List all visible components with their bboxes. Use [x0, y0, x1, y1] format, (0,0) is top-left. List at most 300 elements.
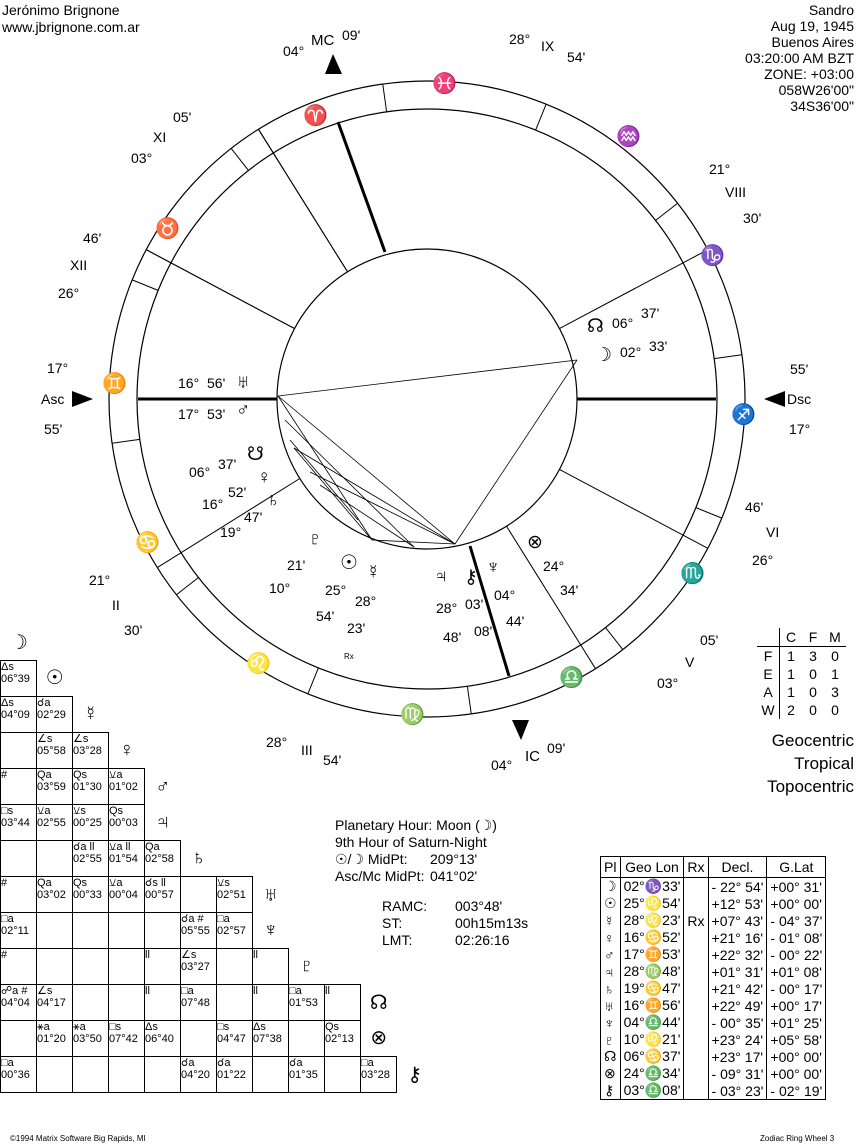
aspect-cell	[73, 1021, 109, 1057]
aspect-cell	[181, 949, 217, 985]
ramc-value: 003°48'	[455, 898, 503, 914]
element-cell: 0	[809, 684, 817, 700]
house-iii-number: III	[301, 742, 313, 758]
aspect-symbol: ☌a ll	[73, 841, 95, 853]
aspect-symbol: ll	[145, 985, 150, 997]
aspect-cell	[73, 877, 109, 913]
aspect-orb: 04°47	[217, 1033, 246, 1045]
uranus-degree: 16°	[178, 375, 200, 391]
aspect-orb: 03°59	[37, 781, 66, 793]
saturn-icon: ♄	[266, 490, 281, 511]
aspect-cell	[37, 697, 73, 733]
house-v-minute: 05'	[700, 632, 719, 648]
aspect-cell	[253, 1021, 289, 1057]
aspect-cell	[37, 1021, 73, 1057]
birth-place: Buenos Aires	[771, 34, 854, 50]
aspect-orb: 01°35	[289, 1069, 318, 1081]
south-node-minute: 37'	[218, 456, 237, 472]
aspect-cell	[73, 913, 109, 949]
aspect-cell	[37, 733, 73, 769]
website[interactable]: www.jbrignone.com.ar	[2, 19, 140, 35]
element-cell: E	[757, 665, 780, 683]
grid-planet-icon: ☉	[45, 667, 64, 690]
house-cusp-line	[559, 250, 707, 329]
house-xi-degree: 03°	[131, 150, 153, 166]
element-cell: 3	[809, 648, 817, 664]
element-cell: 0	[831, 702, 839, 718]
aspect-orb: 07°42	[109, 1033, 138, 1045]
planet-table-cell: 28°♍48'	[620, 963, 684, 980]
planet-table-cell	[684, 1048, 708, 1065]
planet-table-cell: +23° 24'	[708, 1031, 767, 1048]
mercury-minute: 23'	[347, 620, 366, 636]
aspect-symbol: □a	[181, 985, 194, 997]
aspect-cell	[217, 1021, 253, 1057]
aspect-cell	[1, 769, 37, 805]
aspect-cell	[1, 733, 37, 769]
aspect-cell	[181, 1057, 217, 1093]
grid-moon-icon: ☽	[10, 632, 28, 654]
aspect-cell	[37, 841, 73, 877]
aspect-cell	[37, 949, 73, 985]
birth-time: 03:20:00 AM BZT	[745, 50, 854, 66]
planet-table-cell: +12° 53'	[708, 895, 767, 912]
planet-table-cell: +00° 00'	[770, 1065, 822, 1082]
aspect-orb: 00°57	[145, 889, 174, 901]
chiron-icon: ⚷	[464, 567, 478, 588]
planet-table-cell	[684, 1065, 708, 1082]
aspect-orb: 00°33	[73, 889, 102, 901]
aspect-cell	[181, 1021, 217, 1057]
planet-table-header: Geo Lon	[620, 857, 684, 878]
planet-table-cell: +05° 58'	[770, 1031, 822, 1048]
aspect-symbol: ⚺a ll	[109, 841, 131, 853]
element-cell: 1	[787, 684, 795, 700]
neptune-icon: ♆	[486, 557, 501, 578]
aspect-symbol: Δs	[253, 1021, 266, 1033]
aspect-cell	[145, 841, 181, 877]
asc-mc-midpoint-label: Asc/Mc MidPt:	[335, 868, 425, 884]
mc-arrow	[325, 54, 342, 74]
planet-table-cell: ⚷	[601, 1082, 621, 1100]
grid-planet-icon: ♂	[155, 775, 171, 798]
aspect-symbol: ☌a	[181, 1057, 195, 1069]
aspect-orb: 00°25	[73, 817, 102, 829]
element-header: F	[802, 628, 824, 647]
aspect-symbol: ll	[325, 985, 330, 997]
dsc-minute: 55'	[790, 361, 809, 377]
aspect-symbol: Qa	[37, 877, 52, 889]
aspect-orb: 02°13	[325, 1033, 354, 1045]
mercury-retrograde: Rx	[344, 652, 354, 661]
venus-minute: 52'	[228, 484, 247, 500]
planet-table-cell: 06°♋37'	[620, 1048, 684, 1065]
aspect-symbol: #	[1, 877, 8, 889]
geocentric-label: Geocentric	[771, 731, 854, 750]
aspect-cell	[289, 1057, 325, 1093]
aspect-orb: 03°50	[73, 1033, 102, 1045]
aspect-symbol: ∠s	[181, 949, 197, 961]
mars-degree: 17°	[178, 406, 200, 422]
element-cell: 1	[787, 648, 795, 664]
aspect-orb: 01°30	[73, 781, 102, 793]
aspect-symbol: Δs	[1, 697, 14, 709]
aspect-cell	[145, 877, 181, 913]
uranus-icon: ♅	[236, 372, 251, 393]
aries-icon: ♈	[303, 105, 328, 127]
planet-table-header: Decl.	[708, 857, 767, 878]
aspect-symbol: Δs	[1, 661, 14, 673]
aspect-cell	[37, 985, 73, 1021]
element-modality-table	[757, 628, 846, 719]
aspect-orb: 03°28	[361, 1069, 390, 1081]
aspect-symbol: ∠s	[73, 733, 89, 745]
element-cell: 0	[831, 648, 839, 664]
aspect-orb: 03°02	[37, 889, 66, 901]
sign-boundary-line	[714, 355, 742, 359]
aspect-cell	[145, 985, 181, 1021]
house-ix-minute: 54'	[567, 49, 586, 65]
south-node-degree: 06°	[189, 464, 211, 480]
aspect-cell	[1, 949, 37, 985]
aspect-orb: 02°55	[73, 853, 102, 865]
house-vi-number: VI	[766, 524, 780, 540]
aspect-cell	[253, 1057, 289, 1093]
neptune-degree: 04°	[494, 587, 516, 603]
grid-planet-icon: ♀	[119, 739, 135, 762]
scorpio-icon: ♏	[680, 563, 705, 585]
planet-table-cell: - 09° 31'	[708, 1065, 767, 1082]
asc-mc-midpoint-value: 041°02'	[430, 868, 478, 884]
planet-table-cell: 03°♎08'	[620, 1082, 684, 1100]
aspect-symbol: #	[1, 949, 8, 961]
aspect-symbol: ⚹a	[73, 1021, 86, 1033]
aspect-symbol: ⚺a	[109, 769, 123, 781]
aspect-cell	[73, 949, 109, 985]
element-cell: 2	[787, 702, 795, 718]
saturn-degree: 19°	[220, 524, 242, 540]
element-cell: W	[757, 701, 780, 719]
mercury-degree: 28°	[355, 593, 377, 609]
topocentric-label: Topocentric	[767, 777, 854, 796]
pluto-minute: 10°	[269, 580, 291, 596]
sign-boundary-line	[467, 686, 471, 714]
aspect-orb: 03°44	[1, 817, 30, 829]
planet-table-cell: - 04° 37'	[770, 912, 823, 929]
planet-table-cell	[684, 929, 708, 946]
planet-table-cell: ♀	[601, 929, 621, 946]
house-xi-minute: 05'	[173, 109, 192, 125]
planet-table-cell: ♆	[601, 1014, 621, 1031]
lmt-label: LMT:	[382, 932, 413, 948]
planet-table-cell: ☿	[601, 912, 621, 929]
planet-table-cell: 04°♎44'	[620, 1014, 684, 1031]
dsc-label: Dsc	[787, 391, 812, 407]
aspect-cell	[109, 805, 145, 841]
aspect-orb: 06°39	[1, 673, 30, 685]
aspect-cell	[73, 805, 109, 841]
sign-boundary-line	[132, 280, 158, 290]
planet-table-cell: +00° 17'	[770, 997, 822, 1014]
aspect-cell	[325, 1021, 361, 1057]
aspect-orb: 00°04	[109, 889, 138, 901]
element-header: C	[780, 628, 803, 647]
ic-arrow	[512, 720, 529, 740]
aspect-orb: 07°38	[253, 1033, 282, 1045]
aspect-orb: 00°36	[1, 1069, 30, 1081]
leo-icon: ♌	[246, 653, 271, 675]
aspect-cell	[217, 985, 253, 1021]
planet-table-cell	[684, 997, 708, 1014]
element-header: M	[824, 628, 846, 647]
aspect-orb: 06°40	[145, 1033, 174, 1045]
ic-label: IC	[525, 748, 540, 765]
house-iii-degree: 28°	[266, 734, 288, 750]
aspect-symbol: Δs	[145, 1021, 158, 1033]
grid-planet-icon: ⚷	[407, 1063, 423, 1086]
aspect-cell	[253, 949, 289, 985]
dsc-arrow	[764, 391, 785, 407]
house-xii-minute: 46'	[83, 230, 102, 246]
sign-boundary-line	[383, 84, 387, 112]
aspect-orb: 00°03	[109, 817, 138, 829]
aspect-symbol: □s	[109, 1021, 122, 1033]
gemini-icon: ♊	[102, 373, 127, 395]
aspect-cell	[289, 985, 325, 1021]
aspect-cell	[181, 985, 217, 1021]
sun-moon-midpoint-label: ☉/☽ MidPt:	[335, 851, 408, 867]
ic-degree: 04°	[491, 757, 513, 773]
planet-table-cell: ♇	[601, 1031, 621, 1048]
aspect-symbol: □a	[289, 985, 302, 997]
element-cell: 1	[831, 666, 839, 682]
grid-planet-icon: ♅	[263, 883, 279, 906]
house-ii-minute: 30'	[124, 622, 143, 638]
house-cusp-line	[559, 469, 707, 548]
dsc-degree: 17°	[789, 421, 811, 437]
aspect-cell	[109, 1021, 145, 1057]
aspect-cell	[325, 985, 361, 1021]
mc-degree: 04°	[283, 43, 305, 59]
aspect-cell	[217, 913, 253, 949]
planet-table-cell: +01° 08'	[770, 963, 822, 980]
asc-degree: 17°	[47, 360, 69, 376]
pof-minute: 34'	[560, 582, 579, 598]
element-cell: 1	[787, 666, 795, 682]
aspect-cell	[1, 841, 37, 877]
planet-table-cell: +00° 00'	[770, 895, 822, 912]
aspect-orb: 01°20	[37, 1033, 66, 1045]
aspect-cell	[37, 1057, 73, 1093]
venus-icon: ♀	[257, 467, 272, 488]
aspect-cell	[1, 697, 37, 733]
house-cusp-line	[506, 526, 595, 668]
element-cell: 0	[809, 702, 817, 718]
capricorn-icon: ♑	[700, 245, 725, 267]
aspect-symbol: ☌a	[289, 1057, 303, 1069]
house-v-degree: 03°	[657, 675, 679, 691]
aspect-symbol: □s	[1, 805, 14, 817]
latitude: 34S36'00"	[790, 98, 854, 114]
sign-boundary-line	[112, 439, 140, 443]
aspect-cell	[145, 949, 181, 985]
jupiter-minute: 48'	[443, 629, 462, 645]
house-cusp-line	[146, 250, 294, 329]
sun-icon: ☉	[340, 552, 358, 574]
aspect-symbol: ll	[145, 949, 150, 961]
venus-degree: 16°	[202, 496, 224, 512]
aspect-cell	[73, 985, 109, 1021]
author: Jerónimo Brignone	[2, 2, 120, 18]
house-xii-number: XII	[70, 257, 88, 273]
virgo-icon: ♍	[400, 704, 425, 726]
aspect-symbol: ⚺s	[217, 877, 230, 889]
pluto-degree: 21'	[287, 557, 306, 573]
mercury-icon: ☿	[366, 562, 381, 583]
planet-table-cell: 17°♊53'	[620, 946, 684, 963]
aspect-cell	[73, 841, 109, 877]
mc-minute: 09'	[342, 27, 361, 43]
mc-label: MC	[311, 32, 335, 49]
sign-boundary-line	[536, 104, 546, 130]
planet-table-cell: ♂	[601, 946, 621, 963]
planet-table-cell: +22° 32'	[708, 946, 767, 963]
aspect-orb: 05°55	[181, 925, 210, 937]
house-xi-number: XI	[153, 129, 167, 145]
node-icon: ☊	[587, 316, 604, 337]
planet-table-cell: - 00° 35'	[708, 1014, 767, 1031]
aspect-symbol: ⚹a	[37, 1021, 50, 1033]
aspect-symbol: ⚺a	[109, 877, 123, 889]
planet-table-header: Pl	[601, 857, 621, 878]
footer-copyright: ©1994 Matrix Software Big Rapids, MI	[10, 1134, 146, 1143]
aspect-orb: 01°54	[109, 853, 138, 865]
planet-table-cell: - 22° 54'	[708, 878, 767, 896]
grid-planet-icon: ♇	[299, 955, 315, 978]
grid-planet-icon: ♆	[263, 919, 279, 942]
house-viii-minute: 30'	[743, 210, 762, 226]
sign-boundary-line	[231, 148, 248, 170]
aspect-symbol: Qa	[37, 769, 52, 781]
aspect-symbol: ☌a	[37, 697, 51, 709]
time-zone: ZONE: +03:00	[764, 66, 854, 82]
grid-planet-icon: ♄	[191, 847, 207, 870]
chiron-degree: 03'	[465, 596, 484, 612]
aspect-orb: 02°55	[37, 817, 66, 829]
libra-icon: ♎	[559, 667, 584, 689]
jupiter-icon: ♃	[434, 566, 449, 587]
grid-planet-icon: ☊	[369, 991, 388, 1014]
mars-minute: 53'	[207, 406, 226, 422]
longitude: 058W26'00"	[778, 82, 854, 98]
planet-table-cell	[684, 1031, 708, 1048]
taurus-icon: ♉	[155, 218, 180, 240]
aquarius-icon: ♒	[616, 126, 641, 148]
tropical-label: Tropical	[794, 754, 854, 773]
aspect-cell	[109, 877, 145, 913]
aspect-symbol: #	[1, 769, 8, 781]
aspect-cell	[289, 1021, 325, 1057]
aspect-orb: 01°22	[217, 1069, 246, 1081]
sun-degree: 25°	[325, 582, 347, 598]
grid-planet-icon: ♃	[155, 811, 171, 834]
aspect-cell	[109, 949, 145, 985]
ramc-label: RAMC:	[382, 898, 428, 914]
aspect-symbol: Qs	[325, 1021, 340, 1033]
aspect-symbol: Qs	[73, 769, 88, 781]
aspect-cell	[73, 769, 109, 805]
planet-table-cell: ⊗	[601, 1065, 621, 1082]
aspect-orb: 01°53	[289, 997, 318, 1009]
house-ix-number: IX	[541, 38, 555, 54]
aspect-orb: 04°04	[1, 997, 30, 1009]
aspect-orb: 02°11	[1, 925, 30, 937]
house-vi-minute: 46'	[745, 499, 764, 515]
aspect-symbol: □a	[361, 1057, 374, 1069]
aspect-cell	[253, 985, 289, 1021]
ic-minute: 09'	[547, 740, 566, 756]
aspect-cell	[1, 1057, 37, 1093]
part-of-fortune-icon: ⊗	[527, 532, 543, 553]
aspect-symbol: ☍a #	[1, 985, 28, 997]
aspect-orb: 04°17	[37, 997, 66, 1009]
ninth-hour: 9th Hour of Saturn-Night	[335, 834, 487, 850]
grid-planet-icon: ☿	[83, 703, 99, 726]
house-cusp-line	[258, 129, 347, 271]
aspect-cell	[1, 1021, 37, 1057]
node-degree: 06°	[612, 315, 634, 331]
planet-table-cell: 16°♊56'	[620, 997, 684, 1014]
aspect-symbol: ⚺s	[73, 805, 86, 817]
aspect-symbol: □s	[217, 1021, 230, 1033]
planet-table-cell: ♄	[601, 980, 621, 997]
node-minute: 37'	[641, 305, 660, 321]
aspect-cell	[217, 1057, 253, 1093]
planet-table-cell	[684, 980, 708, 997]
chiron-minute: 08'	[474, 623, 493, 639]
aspect-cell	[73, 733, 109, 769]
footer-wheel-name: Zodiac Ring Wheel 3	[760, 1134, 835, 1143]
aspect-symbol: ∠s	[37, 985, 53, 997]
aspect-cell	[145, 1057, 181, 1093]
planet-table-cell: ♅	[601, 997, 621, 1014]
planet-table-cell: +07° 43'	[708, 912, 767, 929]
planet-table-cell	[684, 1082, 708, 1100]
aspect-symbol: ⚺a	[37, 805, 51, 817]
planet-table-cell: ☊	[601, 1048, 621, 1065]
aspect-orb: 02°51	[217, 889, 246, 901]
aspect-orb: 07°48	[181, 997, 210, 1009]
st-label: ST:	[382, 915, 403, 931]
aspect-orb: 04°20	[181, 1069, 210, 1081]
planet-table-cell	[684, 1014, 708, 1031]
aspect-cell	[109, 985, 145, 1021]
aspect-cell	[1, 661, 37, 697]
aspect-symbol: ☌a	[217, 1057, 231, 1069]
pof-degree: 24°	[543, 558, 565, 574]
planet-table-cell	[684, 878, 708, 896]
birth-date: Aug 19, 1945	[770, 18, 854, 34]
aspect-cell	[37, 877, 73, 913]
aspect-orb: 03°28	[73, 745, 102, 757]
element-cell: 0	[809, 666, 817, 682]
aspect-cell	[1, 985, 37, 1021]
planet-table-cell: - 01° 08'	[770, 929, 823, 946]
planetary-hour: Planetary Hour: Moon (☽)	[335, 817, 497, 833]
sign-boundary-line	[606, 628, 623, 650]
aspect-symbol: ∠s	[37, 733, 53, 745]
planet-table-cell: +22° 49'	[708, 997, 767, 1014]
